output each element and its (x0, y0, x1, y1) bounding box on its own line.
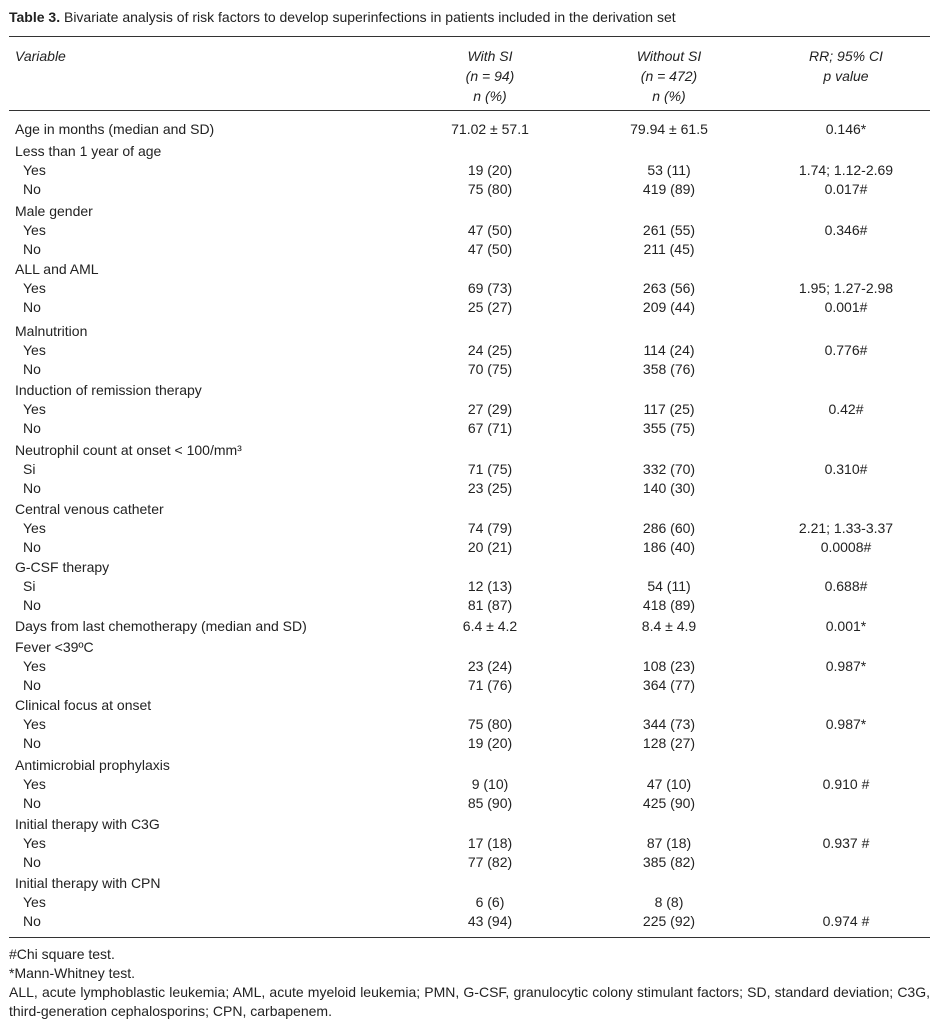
header-variable: Variable (15, 48, 66, 64)
with-si-value: 77 (82) (467, 854, 513, 870)
table-row (0, 775, 939, 794)
with-si-value: 17 (18) (467, 835, 513, 851)
rr-p-value: 0.017# (824, 181, 868, 197)
with-si-value: 81 (87) (467, 597, 513, 613)
table-caption-label: Table 3. (9, 9, 61, 25)
row-label: Si (23, 578, 36, 594)
rr-p-value: 0.146* (825, 121, 867, 137)
row-label: No (23, 181, 41, 197)
row-label: Yes (23, 520, 46, 536)
header-with-si-line: With SI (467, 48, 513, 64)
row-label: Yes (23, 222, 46, 238)
table-row (0, 853, 939, 872)
row-label: Antimicrobial prophylaxis (15, 757, 170, 773)
without-si-value: 209 (44) (642, 299, 696, 315)
without-si-value: 425 (90) (642, 795, 696, 811)
without-si-value: 261 (55) (642, 222, 696, 238)
table-row (0, 519, 939, 538)
with-si-value: 24 (25) (467, 342, 513, 358)
table-row (0, 500, 939, 519)
row-label: No (23, 299, 41, 315)
table-row (0, 558, 939, 577)
row-label: No (23, 854, 41, 870)
footnote-mann-whitney: *Mann-Whitney test. (9, 965, 136, 981)
table-row (0, 341, 939, 360)
with-si-value: 71.02 ± 57.1 (451, 121, 529, 137)
row-label: No (23, 241, 41, 257)
table-row (0, 696, 939, 715)
with-si-value: 19 (20) (467, 162, 513, 178)
header-rr-line: p value (823, 68, 869, 84)
header-rr-line: RR; 95% CI (809, 48, 883, 64)
row-label: No (23, 597, 41, 613)
row-label: Yes (23, 894, 46, 910)
header-with-si (390, 46, 590, 106)
row-label: Less than 1 year of age (15, 143, 162, 159)
with-si-value: 67 (71) (467, 420, 513, 436)
table-row (0, 874, 939, 893)
with-si-value: 12 (13) (467, 578, 513, 594)
without-si-value: 355 (75) (642, 420, 696, 436)
without-si-value: 364 (77) (642, 677, 696, 693)
rr-p-value: 0.001# (824, 299, 868, 315)
with-si-value: 75 (80) (467, 716, 513, 732)
without-si-value: 53 (11) (647, 162, 691, 178)
header-without-si-line: n (%) (652, 88, 686, 104)
header-with-si-line: (n = 94) (465, 68, 515, 84)
table-row (0, 715, 939, 734)
rr-p-value: 0.776# (824, 342, 868, 358)
with-si-value: 23 (25) (467, 480, 513, 496)
table-row (0, 400, 939, 419)
without-si-value: 286 (60) (642, 520, 696, 536)
with-si-value: 20 (21) (467, 539, 513, 555)
row-label: Male gender (15, 203, 93, 219)
with-si-value: 47 (50) (467, 222, 513, 238)
table-bottom-rule (9, 937, 930, 938)
table-row (0, 240, 939, 259)
without-si-value: 385 (82) (642, 854, 696, 870)
table-row (0, 120, 939, 139)
with-si-value: 19 (20) (467, 735, 513, 751)
rr-p-value: 0.937 # (822, 835, 870, 851)
rr-p-value: 2.21; 1.33-3.37 (798, 520, 894, 536)
table-row (0, 577, 939, 596)
with-si-value: 27 (29) (467, 401, 513, 417)
row-label: Fever <39ºC (15, 639, 94, 655)
rr-p-value: 0.910 # (822, 776, 870, 792)
table-row (0, 638, 939, 657)
table-row (0, 381, 939, 400)
table-row (0, 142, 939, 161)
table-row (0, 756, 939, 775)
table-row (0, 322, 939, 341)
header-without-si (569, 46, 769, 106)
without-si-value: 8 (8) (654, 894, 684, 910)
without-si-value: 87 (18) (646, 835, 692, 851)
table-row (0, 202, 939, 221)
table-row (0, 734, 939, 753)
table-row (0, 617, 939, 636)
table-row (0, 479, 939, 498)
row-label: Yes (23, 716, 46, 732)
without-si-value: 225 (92) (642, 913, 696, 929)
row-label: Si (23, 461, 36, 477)
rr-p-value: 0.310# (824, 461, 868, 477)
table-row (0, 676, 939, 695)
row-label: ALL and AML (15, 261, 99, 277)
without-si-value: 128 (27) (642, 735, 696, 751)
row-label: No (23, 361, 41, 377)
without-si-value: 108 (23) (642, 658, 696, 674)
with-si-value: 74 (79) (467, 520, 513, 536)
rr-p-value: 0.688# (824, 578, 868, 594)
with-si-value: 25 (27) (467, 299, 513, 315)
rr-p-value: 0.0008# (820, 539, 872, 555)
table-row (0, 221, 939, 240)
without-si-value: 419 (89) (642, 181, 696, 197)
with-si-value: 47 (50) (467, 241, 513, 257)
table-row (0, 834, 939, 853)
header-without-si-line: (n = 472) (640, 68, 698, 84)
with-si-value: 75 (80) (467, 181, 513, 197)
table-row (0, 912, 939, 931)
row-label: Malnutrition (15, 323, 88, 339)
without-si-value: 54 (11) (647, 578, 691, 594)
rr-p-value: 1.74; 1.12-2.69 (798, 162, 894, 178)
row-label: No (23, 913, 41, 929)
table-caption (9, 9, 676, 25)
header-rule (9, 110, 930, 111)
rr-p-value: 0.001* (825, 618, 867, 634)
rr-p-value: 0.987* (825, 716, 867, 732)
with-si-value: 6 (6) (475, 894, 505, 910)
table-row (0, 460, 939, 479)
without-si-value: 211 (45) (643, 241, 695, 257)
with-si-value: 69 (73) (467, 280, 513, 296)
rr-p-value: 0.42# (828, 401, 864, 417)
without-si-value: 47 (10) (646, 776, 692, 792)
table-row (0, 596, 939, 615)
table-row (0, 538, 939, 557)
row-label: G-CSF therapy (15, 559, 110, 575)
table-row (0, 279, 939, 298)
row-label: Yes (23, 776, 46, 792)
without-si-value: 8.4 ± 4.9 (641, 618, 697, 634)
row-label: Yes (23, 280, 46, 296)
row-label: Central venous catheter (15, 501, 164, 517)
row-label: Yes (23, 835, 46, 851)
table-row (0, 815, 939, 834)
row-label: No (23, 735, 41, 751)
rr-p-value: 1.95; 1.27-2.98 (798, 280, 894, 296)
without-si-value: 418 (89) (642, 597, 696, 613)
with-si-value: 6.4 ± 4.2 (462, 618, 518, 634)
row-label: No (23, 795, 41, 811)
without-si-value: 344 (73) (642, 716, 696, 732)
table-caption-text: Bivariate analysis of risk factors to develop superinfections in patients included in the derivation set (60, 9, 676, 25)
without-si-value: 140 (30) (642, 480, 696, 496)
table-row (0, 657, 939, 676)
table-row (0, 441, 939, 460)
with-si-value: 71 (76) (467, 677, 513, 693)
with-si-value: 70 (75) (467, 361, 513, 377)
row-label: No (23, 539, 41, 555)
footnote-abbreviations: ALL, acute lymphoblastic leukemia; AML, acute myeloid leukemia; PMN, G-CSF, granulocytic colony stimulant factors; SD, standard deviation; C3G, third-generation cephalosporins; CPN, carbapenem. (9, 984, 930, 1019)
row-label: Yes (23, 658, 46, 674)
rr-p-value: 0.974 # (822, 913, 870, 929)
without-si-value: 79.94 ± 61.5 (630, 121, 708, 137)
without-si-value: 332 (70) (642, 461, 696, 477)
row-label: No (23, 420, 41, 436)
table-top-rule (9, 36, 930, 37)
without-si-value: 358 (76) (642, 361, 696, 377)
table-row (0, 260, 939, 279)
table-row (0, 794, 939, 813)
without-si-value: 186 (40) (642, 539, 696, 555)
row-label: Initial therapy with CPN (15, 875, 161, 891)
without-si-value: 263 (56) (642, 280, 696, 296)
row-label: Clinical focus at onset (15, 697, 152, 713)
row-label: Induction of remission therapy (15, 382, 202, 398)
table-row (0, 180, 939, 199)
row-label: No (23, 480, 41, 496)
header-with-si-line: n (%) (473, 88, 507, 104)
header-rr-p (746, 46, 939, 86)
row-label: Yes (23, 342, 46, 358)
without-si-value: 117 (25) (643, 401, 695, 417)
row-label: Neutrophil count at onset < 100/mm³ (15, 442, 242, 458)
with-si-value: 71 (75) (467, 461, 513, 477)
row-label: Yes (23, 162, 46, 178)
row-label: No (23, 677, 41, 693)
with-si-value: 43 (94) (467, 913, 513, 929)
table-row (0, 298, 939, 317)
row-label: Age in months (median and SD) (15, 121, 215, 137)
table-row (0, 419, 939, 438)
without-si-value: 114 (24) (643, 342, 695, 358)
with-si-value: 23 (24) (467, 658, 513, 674)
rr-p-value: 0.987* (825, 658, 867, 674)
rr-p-value: 0.346# (824, 222, 868, 238)
row-label: Initial therapy with C3G (15, 816, 160, 832)
header-without-si-line: Without SI (636, 48, 702, 64)
table-row (0, 161, 939, 180)
table-row (0, 893, 939, 912)
with-si-value: 85 (90) (467, 795, 513, 811)
footnote-chi-square: #Chi square test. (9, 946, 115, 962)
row-label: Yes (23, 401, 46, 417)
with-si-value: 9 (10) (471, 776, 509, 792)
row-label: Days from last chemotherapy (median and SD) (15, 618, 307, 634)
table-row (0, 360, 939, 379)
